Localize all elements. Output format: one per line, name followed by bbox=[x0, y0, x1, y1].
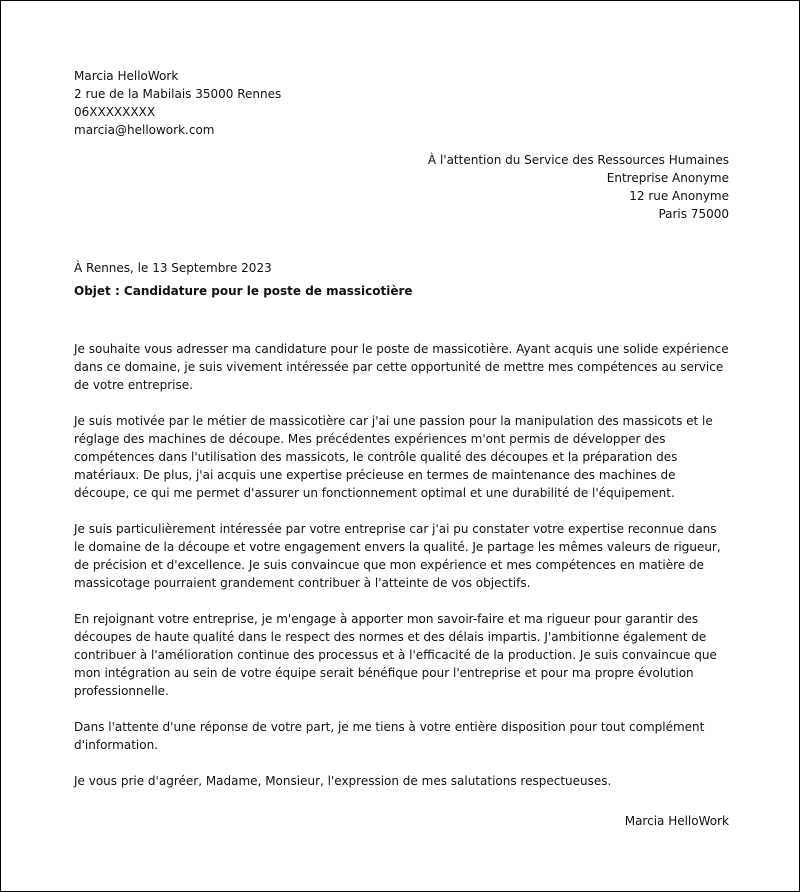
recipient-attention: À l'attention du Service des Ressources Humaines bbox=[427, 153, 729, 167]
body-paragraph: Je souhaite vous adresser ma candidature pour le poste de massicotière. Ayant acquis une solide expérience dans ce domaine, je suis vivement intéressée par cette opportunité de mettre mes compétences au service de votre entreprise. bbox=[74, 342, 729, 392]
recipient-street: 12 rue Anonyme bbox=[629, 189, 729, 203]
sender-email: marcia@hellowork.com bbox=[74, 123, 215, 137]
letter-content bbox=[74, 67, 729, 830]
signature: Marcia HelloWork bbox=[624, 814, 729, 828]
sender-address: 2 rue de la Mabilais 35000 Rennes bbox=[74, 87, 282, 101]
recipient-company: Entreprise Anonyme bbox=[606, 171, 729, 185]
recipient-city: Paris 75000 bbox=[658, 207, 729, 221]
sender-phone: 06XXXXXXXX bbox=[74, 105, 156, 119]
letter-body bbox=[74, 340, 729, 790]
body-paragraph: Je vous prie d'agréer, Madame, Monsieur, l'expression de mes salutations respectueuses. bbox=[74, 774, 612, 788]
sender-block bbox=[74, 67, 729, 139]
body-paragraph: Je suis motivée par le métier de massicotière car j'ai une passion pour la manipulation des massicots et le réglage des machines de découpe. Mes précédentes expériences m'ont permis de développer des compétences dans l'utilisation des massicots, le contrôle qualité des découpes et la préparation des matériaux. De plus, j'ai acquis une expertise précieuse en termes de maintenance des machines de découpe, ce qui me permet d'assurer un fonctionnement optimal et une durabilité de l'équipement. bbox=[74, 414, 713, 500]
body-paragraph: En rejoignant votre entreprise, je m'engage à apporter mon savoir-faire et ma rigueur pour garantir des découpes de haute qualité dans le respect des normes et des délais impartis. J'ambitionne également de contribuer à l'amélioration continue des processus et à l'efficacité de la production. Je suis convaincue que mon intégration au sein de votre équipe serait bénéfique pour l'entreprise et pour ma propre évolution professionnelle. bbox=[74, 612, 717, 698]
recipient-block bbox=[74, 151, 729, 223]
body-paragraph: Je suis particulièrement intéressée par votre entreprise car j'ai pu constater votre expertise reconnue dans le domaine de la découpe et votre engagement envers la qualité. Je partage les mêmes valeurs de rigueur, de précision et d'excellence. Je suis convaincue que mon expérience et mes compétences en matière de massicotage pourraient grandement contribuer à l'atteinte de vos objectifs. bbox=[74, 522, 721, 590]
body-paragraph: Dans l'attente d'une réponse de votre part, je me tiens à votre entière disposition pour tout complément d'information. bbox=[74, 720, 705, 752]
sender-name: Marcia HelloWork bbox=[74, 69, 179, 83]
letter-subject: Objet : Candidature pour le poste de massicotière bbox=[74, 284, 413, 298]
letter-date: À Rennes, le 13 Septembre 2023 bbox=[74, 261, 272, 275]
